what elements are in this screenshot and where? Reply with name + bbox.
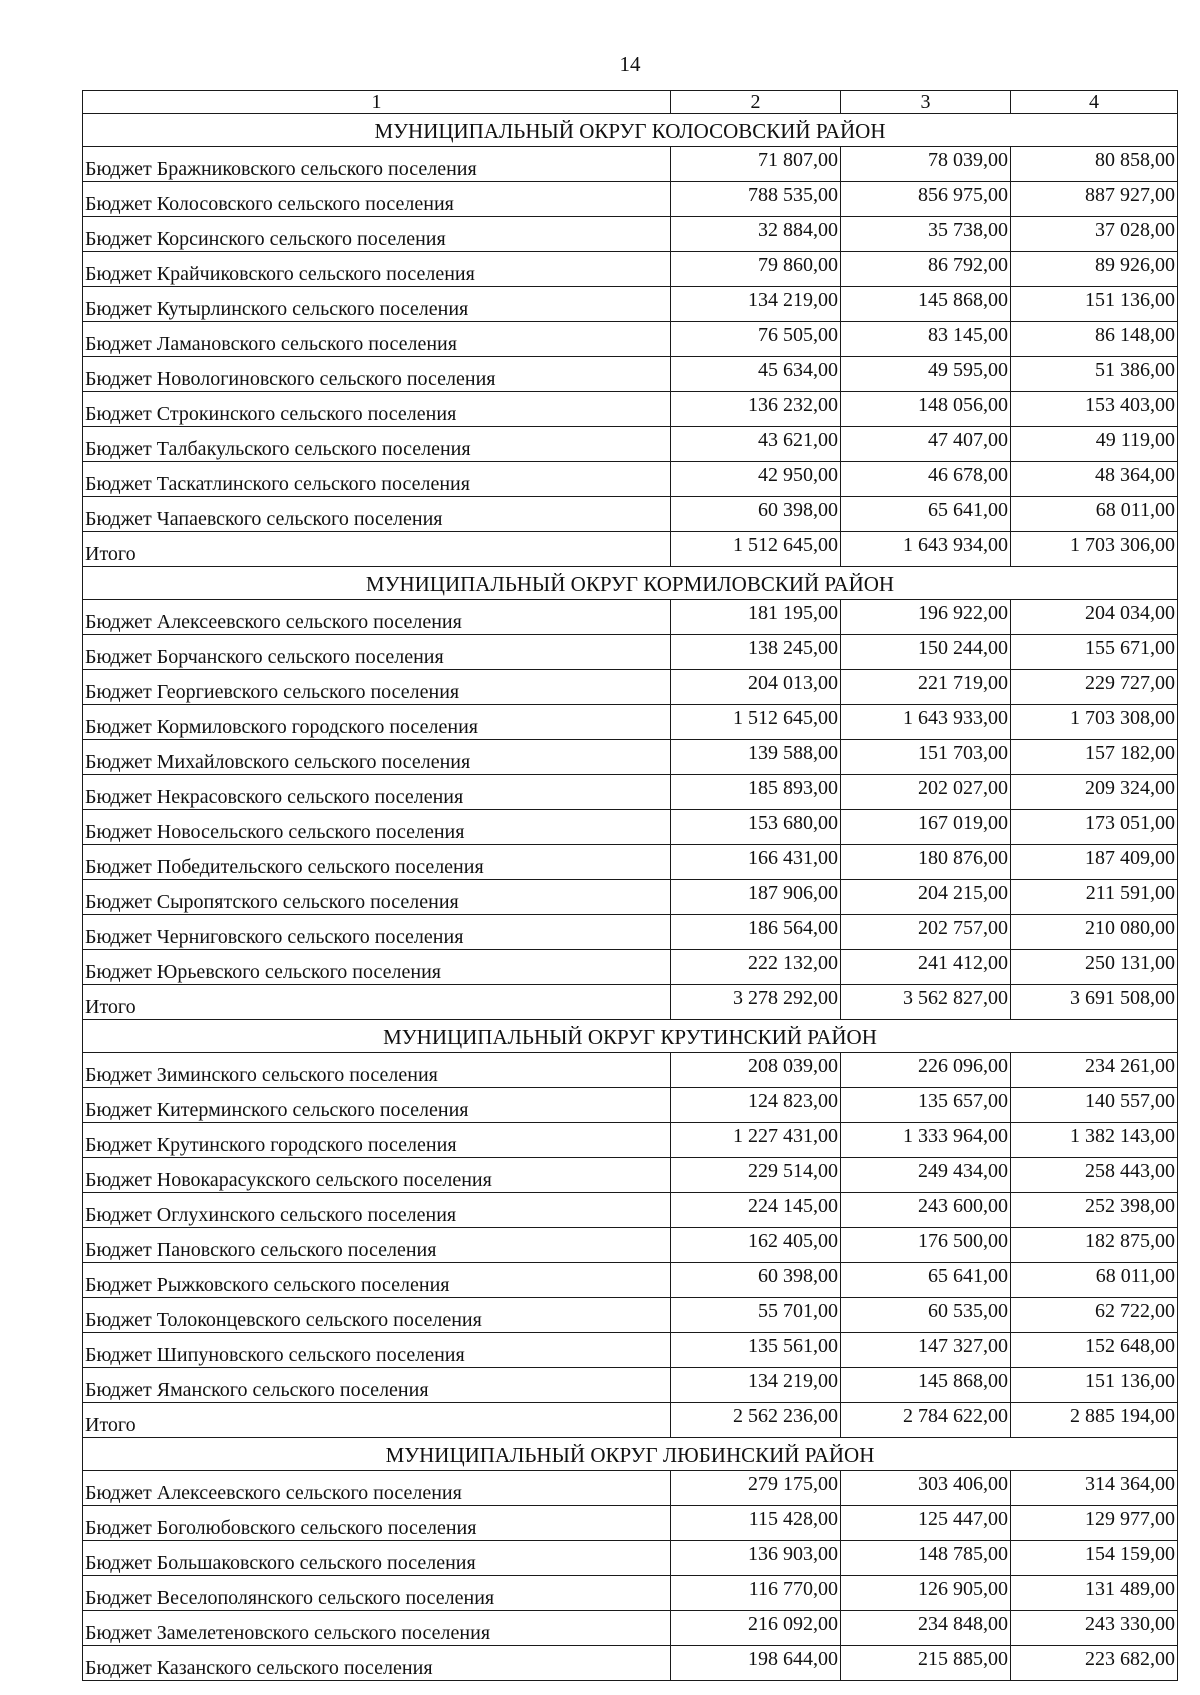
column-number-row [83, 91, 1178, 114]
value-cell-col3: 3 562 827,00 [841, 985, 1011, 1020]
table-row [83, 287, 1178, 322]
value-cell-col2: 115 428,00 [671, 1506, 841, 1541]
settlement-name-cell: Бюджет Новосельского сельского поселения [83, 810, 671, 845]
value-cell-col4: 250 131,00 [1011, 950, 1178, 985]
value-cell-col4: 210 080,00 [1011, 915, 1178, 950]
value-cell-col4: 68 011,00 [1011, 1263, 1178, 1298]
value-cell-col2: 138 245,00 [671, 635, 841, 670]
value-cell-col4: 187 409,00 [1011, 845, 1178, 880]
value-cell-col2: 136 232,00 [671, 392, 841, 427]
value-cell-col2: 224 145,00 [671, 1193, 841, 1228]
section-title: МУНИЦИПАЛЬНЫЙ ОКРУГ ЛЮБИНСКИЙ РАЙОН [83, 1438, 1178, 1471]
value-cell-col4: 887 927,00 [1011, 182, 1178, 217]
table-row [83, 182, 1178, 217]
value-cell-col3: 147 327,00 [841, 1333, 1011, 1368]
table-row [83, 497, 1178, 532]
value-cell-col2: 60 398,00 [671, 497, 841, 532]
value-cell-col3: 150 244,00 [841, 635, 1011, 670]
value-cell-col2: 222 132,00 [671, 950, 841, 985]
section-header-row [83, 1020, 1178, 1053]
value-cell-col2: 76 505,00 [671, 322, 841, 357]
value-cell-col2: 71 807,00 [671, 147, 841, 182]
table-row [83, 1506, 1178, 1541]
settlement-name-cell: Бюджет Веселополянского сельского поселения [83, 1576, 671, 1611]
value-cell-col2: 1 227 431,00 [671, 1123, 841, 1158]
section-title: МУНИЦИПАЛЬНЫЙ ОКРУГ КОЛОСОВСКИЙ РАЙОН [83, 114, 1178, 147]
settlement-name-cell: Бюджет Строкинского сельского поселения [83, 392, 671, 427]
value-cell-col3: 78 039,00 [841, 147, 1011, 182]
table-row [83, 392, 1178, 427]
table-row [83, 1053, 1178, 1088]
table-row [83, 1611, 1178, 1646]
value-cell-col2: 134 219,00 [671, 287, 841, 322]
value-cell-col3: 215 885,00 [841, 1646, 1011, 1681]
value-cell-col2: 134 219,00 [671, 1368, 841, 1403]
table-row [83, 1193, 1178, 1228]
value-cell-col2: 124 823,00 [671, 1088, 841, 1123]
table-row [83, 1158, 1178, 1193]
column-header: 2 [671, 91, 841, 114]
column-header: 4 [1011, 91, 1178, 114]
table-row [83, 217, 1178, 252]
table-row [83, 740, 1178, 775]
settlement-name-cell: Бюджет Боголюбовского сельского поселения [83, 1506, 671, 1541]
settlement-name-cell: Бюджет Кормиловского городского поселения [83, 705, 671, 740]
value-cell-col4: 155 671,00 [1011, 635, 1178, 670]
value-cell-col2: 229 514,00 [671, 1158, 841, 1193]
table-row [83, 775, 1178, 810]
table-row [83, 1088, 1178, 1123]
total-row [83, 985, 1178, 1020]
value-cell-col2: 186 564,00 [671, 915, 841, 950]
value-cell-col3: 202 027,00 [841, 775, 1011, 810]
value-cell-col3: 241 412,00 [841, 950, 1011, 985]
value-cell-col2: 116 770,00 [671, 1576, 841, 1611]
value-cell-col4: 48 364,00 [1011, 462, 1178, 497]
value-cell-col4: 89 926,00 [1011, 252, 1178, 287]
settlement-name-cell: Итого [83, 1403, 671, 1438]
value-cell-col2: 208 039,00 [671, 1053, 841, 1088]
settlement-name-cell: Бюджет Алексеевского сельского поселения [83, 1471, 671, 1506]
settlement-name-cell: Бюджет Новокарасукского сельского поселения [83, 1158, 671, 1193]
value-cell-col4: 86 148,00 [1011, 322, 1178, 357]
settlement-name-cell: Бюджет Некрасовского сельского поселения [83, 775, 671, 810]
value-cell-col2: 166 431,00 [671, 845, 841, 880]
value-cell-col3: 47 407,00 [841, 427, 1011, 462]
value-cell-col3: 856 975,00 [841, 182, 1011, 217]
value-cell-col2: 153 680,00 [671, 810, 841, 845]
value-cell-col4: 2 885 194,00 [1011, 1403, 1178, 1438]
value-cell-col2: 216 092,00 [671, 1611, 841, 1646]
settlement-name-cell: Бюджет Новологиновского сельского поселения [83, 357, 671, 392]
value-cell-col4: 211 591,00 [1011, 880, 1178, 915]
settlement-name-cell: Бюджет Зиминского сельского поселения [83, 1053, 671, 1088]
value-cell-col2: 788 535,00 [671, 182, 841, 217]
value-cell-col3: 1 643 933,00 [841, 705, 1011, 740]
settlement-name-cell: Бюджет Оглухинского сельского поселения [83, 1193, 671, 1228]
value-cell-col2: 198 644,00 [671, 1646, 841, 1681]
value-cell-col4: 1 703 308,00 [1011, 705, 1178, 740]
settlement-name-cell: Бюджет Алексеевского сельского поселения [83, 600, 671, 635]
value-cell-col3: 65 641,00 [841, 497, 1011, 532]
settlement-name-cell: Бюджет Георгиевского сельского поселения [83, 670, 671, 705]
total-row [83, 1403, 1178, 1438]
budget-table [82, 90, 1178, 1681]
settlement-name-cell: Бюджет Победительского сельского поселения [83, 845, 671, 880]
page-number: 14 [619, 52, 641, 76]
value-cell-col2: 279 175,00 [671, 1471, 841, 1506]
value-cell-col4: 129 977,00 [1011, 1506, 1178, 1541]
value-cell-col3: 167 019,00 [841, 810, 1011, 845]
value-cell-col3: 148 785,00 [841, 1541, 1011, 1576]
value-cell-col4: 131 489,00 [1011, 1576, 1178, 1611]
section-title: МУНИЦИПАЛЬНЫЙ ОКРУГ КРУТИНСКИЙ РАЙОН [83, 1020, 1178, 1053]
value-cell-col4: 1 382 143,00 [1011, 1123, 1178, 1158]
settlement-name-cell: Бюджет Казанского сельского поселения [83, 1646, 671, 1681]
value-cell-col4: 68 011,00 [1011, 497, 1178, 532]
value-cell-col2: 1 512 645,00 [671, 705, 841, 740]
value-cell-col4: 3 691 508,00 [1011, 985, 1178, 1020]
table-row [83, 1333, 1178, 1368]
table-row [83, 357, 1178, 392]
value-cell-col2: 32 884,00 [671, 217, 841, 252]
settlement-name-cell: Бюджет Юрьевского сельского поселения [83, 950, 671, 985]
settlement-name-cell: Бюджет Кутырлинского сельского поселения [83, 287, 671, 322]
value-cell-col3: 204 215,00 [841, 880, 1011, 915]
value-cell-col4: 243 330,00 [1011, 1611, 1178, 1646]
value-cell-col3: 1 333 964,00 [841, 1123, 1011, 1158]
value-cell-col4: 223 682,00 [1011, 1646, 1178, 1681]
settlement-name-cell: Бюджет Бражниковского сельского поселения [83, 147, 671, 182]
value-cell-col4: 209 324,00 [1011, 775, 1178, 810]
value-cell-col4: 80 858,00 [1011, 147, 1178, 182]
value-cell-col3: 221 719,00 [841, 670, 1011, 705]
value-cell-col3: 60 535,00 [841, 1298, 1011, 1333]
table-row [83, 845, 1178, 880]
value-cell-col3: 176 500,00 [841, 1228, 1011, 1263]
value-cell-col2: 185 893,00 [671, 775, 841, 810]
settlement-name-cell: Бюджет Михайловского сельского поселения [83, 740, 671, 775]
value-cell-col2: 135 561,00 [671, 1333, 841, 1368]
value-cell-col4: 62 722,00 [1011, 1298, 1178, 1333]
value-cell-col4: 157 182,00 [1011, 740, 1178, 775]
settlement-name-cell: Бюджет Большаковского сельского поселения [83, 1541, 671, 1576]
value-cell-col2: 79 860,00 [671, 252, 841, 287]
table-row [83, 600, 1178, 635]
settlement-name-cell: Бюджет Китерминского сельского поселения [83, 1088, 671, 1123]
table-row [83, 1541, 1178, 1576]
value-cell-col2: 162 405,00 [671, 1228, 841, 1263]
value-cell-col4: 173 051,00 [1011, 810, 1178, 845]
value-cell-col3: 135 657,00 [841, 1088, 1011, 1123]
value-cell-col4: 314 364,00 [1011, 1471, 1178, 1506]
value-cell-col2: 181 195,00 [671, 600, 841, 635]
table-row [83, 705, 1178, 740]
value-cell-col4: 49 119,00 [1011, 427, 1178, 462]
value-cell-col4: 252 398,00 [1011, 1193, 1178, 1228]
settlement-name-cell: Бюджет Черниговского сельского поселения [83, 915, 671, 950]
settlement-name-cell: Итого [83, 985, 671, 1020]
value-cell-col3: 125 447,00 [841, 1506, 1011, 1541]
settlement-name-cell: Бюджет Крайчиковского сельского поселения [83, 252, 671, 287]
settlement-name-cell: Бюджет Борчанского сельского поселения [83, 635, 671, 670]
value-cell-col4: 204 034,00 [1011, 600, 1178, 635]
table-row [83, 950, 1178, 985]
table-row [83, 1298, 1178, 1333]
table-row [83, 635, 1178, 670]
value-cell-col2: 45 634,00 [671, 357, 841, 392]
settlement-name-cell: Бюджет Крутинского городского поселения [83, 1123, 671, 1158]
value-cell-col4: 152 648,00 [1011, 1333, 1178, 1368]
value-cell-col2: 55 701,00 [671, 1298, 841, 1333]
table-row [83, 1471, 1178, 1506]
value-cell-col3: 35 738,00 [841, 217, 1011, 252]
column-header: 1 [83, 91, 671, 114]
value-cell-col3: 196 922,00 [841, 600, 1011, 635]
value-cell-col2: 204 013,00 [671, 670, 841, 705]
value-cell-col4: 234 261,00 [1011, 1053, 1178, 1088]
budget-table-body [83, 91, 1178, 1681]
table-row [83, 252, 1178, 287]
value-cell-col4: 229 727,00 [1011, 670, 1178, 705]
value-cell-col4: 37 028,00 [1011, 217, 1178, 252]
settlement-name-cell: Бюджет Шипуновского сельского поселения [83, 1333, 671, 1368]
value-cell-col2: 136 903,00 [671, 1541, 841, 1576]
value-cell-col3: 145 868,00 [841, 1368, 1011, 1403]
value-cell-col3: 126 905,00 [841, 1576, 1011, 1611]
value-cell-col2: 60 398,00 [671, 1263, 841, 1298]
table-row [83, 1228, 1178, 1263]
table-row [83, 1368, 1178, 1403]
settlement-name-cell: Бюджет Сыропятского сельского поселения [83, 880, 671, 915]
value-cell-col3: 226 096,00 [841, 1053, 1011, 1088]
value-cell-col4: 154 159,00 [1011, 1541, 1178, 1576]
section-header-row [83, 114, 1178, 147]
table-row [83, 427, 1178, 462]
table-row [83, 880, 1178, 915]
value-cell-col4: 140 557,00 [1011, 1088, 1178, 1123]
value-cell-col3: 83 145,00 [841, 322, 1011, 357]
value-cell-col3: 151 703,00 [841, 740, 1011, 775]
settlement-name-cell: Бюджет Толоконцевского сельского поселения [83, 1298, 671, 1333]
table-row [83, 322, 1178, 357]
settlement-name-cell: Бюджет Чапаевского сельского поселения [83, 497, 671, 532]
value-cell-col3: 145 868,00 [841, 287, 1011, 322]
value-cell-col4: 1 703 306,00 [1011, 532, 1178, 567]
table-row [83, 915, 1178, 950]
value-cell-col2: 187 906,00 [671, 880, 841, 915]
settlement-name-cell: Бюджет Рыжковского сельского поселения [83, 1263, 671, 1298]
total-row [83, 532, 1178, 567]
value-cell-col3: 180 876,00 [841, 845, 1011, 880]
table-row [83, 810, 1178, 845]
value-cell-col3: 243 600,00 [841, 1193, 1011, 1228]
table-row [83, 1263, 1178, 1298]
value-cell-col4: 153 403,00 [1011, 392, 1178, 427]
section-header-row [83, 567, 1178, 600]
value-cell-col2: 1 512 645,00 [671, 532, 841, 567]
settlement-name-cell: Бюджет Таскатлинского сельского поселения [83, 462, 671, 497]
table-row [83, 670, 1178, 705]
value-cell-col3: 148 056,00 [841, 392, 1011, 427]
value-cell-col3: 49 595,00 [841, 357, 1011, 392]
value-cell-col3: 65 641,00 [841, 1263, 1011, 1298]
settlement-name-cell: Бюджет Замелетеновского сельского поселения [83, 1611, 671, 1646]
value-cell-col3: 303 406,00 [841, 1471, 1011, 1506]
settlement-name-cell: Бюджет Колосовского сельского поселения [83, 182, 671, 217]
value-cell-col3: 86 792,00 [841, 252, 1011, 287]
value-cell-col2: 2 562 236,00 [671, 1403, 841, 1438]
settlement-name-cell: Бюджет Талбакульского сельского поселения [83, 427, 671, 462]
value-cell-col3: 202 757,00 [841, 915, 1011, 950]
column-header: 3 [841, 91, 1011, 114]
settlement-name-cell: Бюджет Корсинского сельского поселения [83, 217, 671, 252]
value-cell-col4: 258 443,00 [1011, 1158, 1178, 1193]
value-cell-col2: 3 278 292,00 [671, 985, 841, 1020]
value-cell-col2: 42 950,00 [671, 462, 841, 497]
value-cell-col3: 46 678,00 [841, 462, 1011, 497]
settlement-name-cell: Итого [83, 532, 671, 567]
value-cell-col3: 1 643 934,00 [841, 532, 1011, 567]
section-title: МУНИЦИПАЛЬНЫЙ ОКРУГ КОРМИЛОВСКИЙ РАЙОН [83, 567, 1178, 600]
value-cell-col4: 51 386,00 [1011, 357, 1178, 392]
settlement-name-cell: Бюджет Пановского сельского поселения [83, 1228, 671, 1263]
value-cell-col3: 2 784 622,00 [841, 1403, 1011, 1438]
table-row [83, 147, 1178, 182]
value-cell-col4: 151 136,00 [1011, 287, 1178, 322]
table-row [83, 1123, 1178, 1158]
value-cell-col2: 43 621,00 [671, 427, 841, 462]
settlement-name-cell: Бюджет Ламановского сельского поселения [83, 322, 671, 357]
settlement-name-cell: Бюджет Яманского сельского поселения [83, 1368, 671, 1403]
value-cell-col3: 249 434,00 [841, 1158, 1011, 1193]
section-header-row [83, 1438, 1178, 1471]
table-row [83, 1646, 1178, 1681]
table-row [83, 462, 1178, 497]
value-cell-col4: 151 136,00 [1011, 1368, 1178, 1403]
value-cell-col3: 234 848,00 [841, 1611, 1011, 1646]
table-row [83, 1576, 1178, 1611]
value-cell-col4: 182 875,00 [1011, 1228, 1178, 1263]
value-cell-col2: 139 588,00 [671, 740, 841, 775]
